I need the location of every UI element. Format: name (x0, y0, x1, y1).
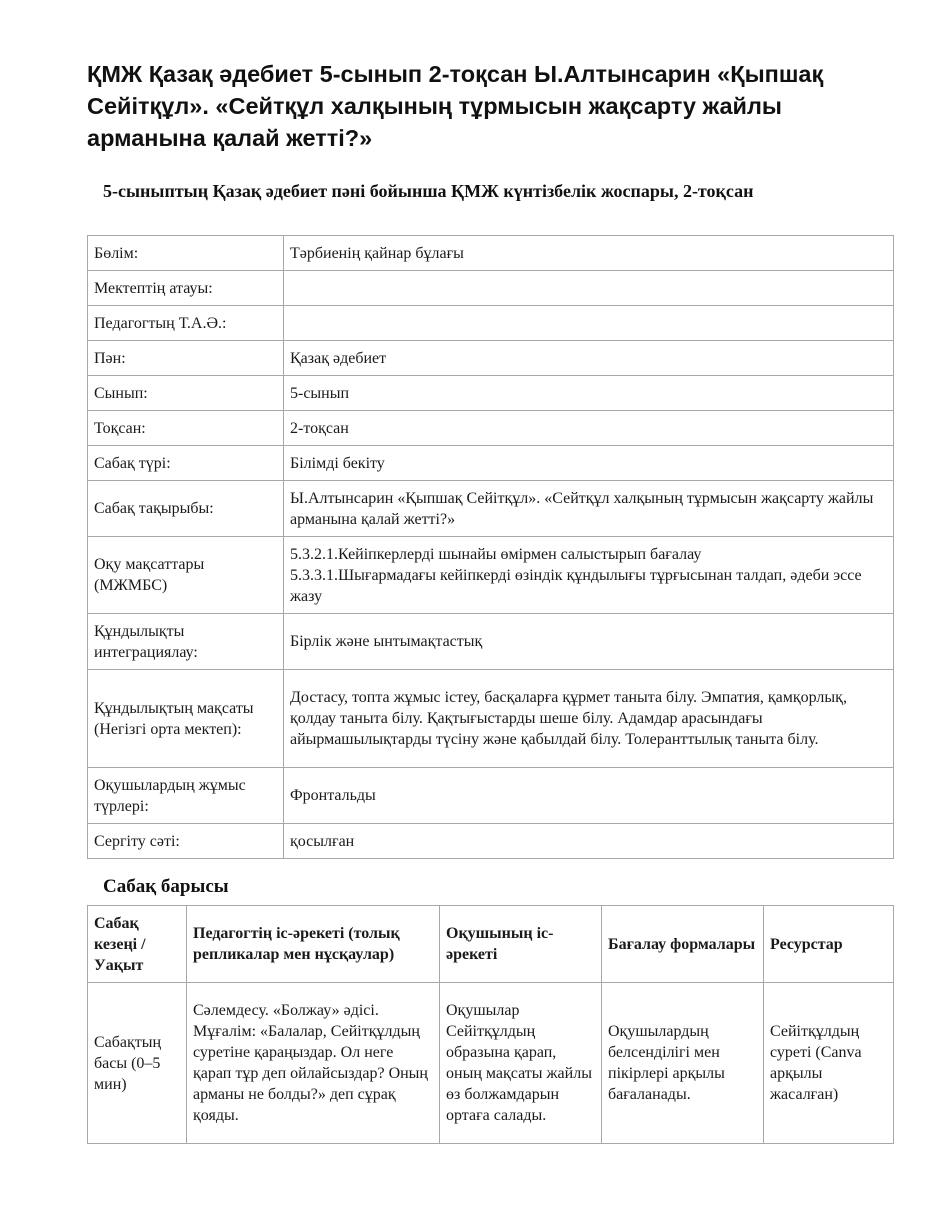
column-header-assessment: Бағалау формалары (602, 906, 764, 983)
info-value (284, 537, 894, 614)
info-value: Фронтальды (284, 768, 894, 824)
table-row (88, 376, 894, 411)
table-row (88, 446, 894, 481)
table-row (88, 768, 894, 824)
table-row (88, 537, 894, 614)
info-value: қосылған (284, 824, 894, 859)
table-row (88, 481, 894, 537)
info-label: Мектептің атауы: (88, 271, 284, 306)
info-label: Пән: (88, 341, 284, 376)
plan-subtitle: 5-сыныптың Қазақ әдебиет пәні бойынша ҚМЖ күнтізбелік жоспары, 2-тоқсан (103, 181, 754, 201)
info-value: Достасу, топта жұмыс істеу, басқаларға құрмет таныта білу. Эмпатия, қамқорлық, қолдау таныта білу. Қақтығыстарды шеше білу. Адамдар арасындағы айырмашылықтарды түсіну және қабылдай білу. Толеранттылық таныта білу. (284, 670, 894, 768)
info-label: Педагогтың Т.А.Ә.: (88, 306, 284, 341)
student-activity-cell: Оқушылар Сейітқұлдың образына қарап, оның мақсаты жайлы өз болжамдарын ортаға салады. (440, 983, 602, 1144)
info-label: Сынып: (88, 376, 284, 411)
info-value (284, 306, 894, 341)
info-label: Оқушылардың жұмыс түрлері: (88, 768, 284, 824)
info-value: Тәрбиенің қайнар бұлағы (284, 236, 894, 271)
document-title: ҚМЖ Қазақ әдебиет 5-сынып 2-тоқсан Ы.Алтынсарин «Қыпшақ Сейітқұл». «Сейтқұл халқының тұрмысын жақсарту жайлы арманына қалай жетті?» (87, 61, 824, 151)
table-row (88, 670, 894, 768)
lesson-section-title: Сабақ барысы (103, 876, 229, 897)
info-label: Бөлім: (88, 236, 284, 271)
info-label: Сергіту сәті: (88, 824, 284, 859)
learning-objective: 5.3.2.1.Кейіпкерлерді шынайы өмірмен салыстырып бағалау (290, 545, 702, 563)
info-label: Сабақ түрі: (88, 446, 284, 481)
teacher-activity-cell: Сәлемдесу. «Болжау» әдісі. Мұғалім: «Балалар, Сейітқұлдың суретіне қараңыздар. Ол неге қарап тұр деп ойлайсыздар? Оның арманы не болды?» деп сұрақ қояды. (187, 983, 440, 1144)
info-label: Сабақ тақырыбы: (88, 481, 284, 537)
column-header-stage: Сабақ кезеңі / Уақыт (88, 906, 187, 983)
info-label: Оқу мақсаттары (МЖМБС) (88, 537, 284, 614)
column-header-student-activity: Оқушының іс-әрекеті (440, 906, 602, 983)
table-row (88, 411, 894, 446)
column-header-teacher-activity: Педагогтің іс-әрекеті (толық репликалар мен нұсқаулар) (187, 906, 440, 983)
table-row (88, 341, 894, 376)
info-value (284, 271, 894, 306)
info-value: Ы.Алтынсарин «Қыпшақ Сейітқұл». «Сейтқұл халқының тұрмысын жақсарту жайлы арманына қалай жетті?» (284, 481, 894, 537)
info-label: Құндылықты интеграциялау: (88, 614, 284, 670)
info-value: Қазақ әдебиет (284, 341, 894, 376)
info-value: 2-тоқсан (284, 411, 894, 446)
info-label: Тоқсан: (88, 411, 284, 446)
lesson-stage-cell: Сабақтың басы (0–5 мин) (88, 983, 187, 1144)
table-row (88, 306, 894, 341)
table-header-row (88, 906, 894, 983)
table-row (88, 614, 894, 670)
table-row (88, 236, 894, 271)
info-value: 5-сынып (284, 376, 894, 411)
resources-cell: Сейітқұлдың суреті (Canva арқылы жасалған) (764, 983, 894, 1144)
lesson-flow-table (87, 905, 894, 1144)
plan-info-table (87, 235, 894, 859)
assessment-cell: Оқушылардың белсенділігі мен пікірлері арқылы бағаланады. (602, 983, 764, 1144)
column-header-resources: Ресурстар (764, 906, 894, 983)
learning-objective: 5.3.3.1.Шығармадағы кейіпкерді өзіндік құндылығы тұрғысынан талдап, әдеби эссе жазу (290, 566, 862, 605)
info-label: Құндылықтың мақсаты (Негізгі орта мектеп): (88, 670, 284, 768)
info-value: Білімді бекіту (284, 446, 894, 481)
info-value: Бірлік және ынтымақтастық (284, 614, 894, 670)
table-row (88, 824, 894, 859)
table-row (88, 983, 894, 1144)
table-row (88, 271, 894, 306)
